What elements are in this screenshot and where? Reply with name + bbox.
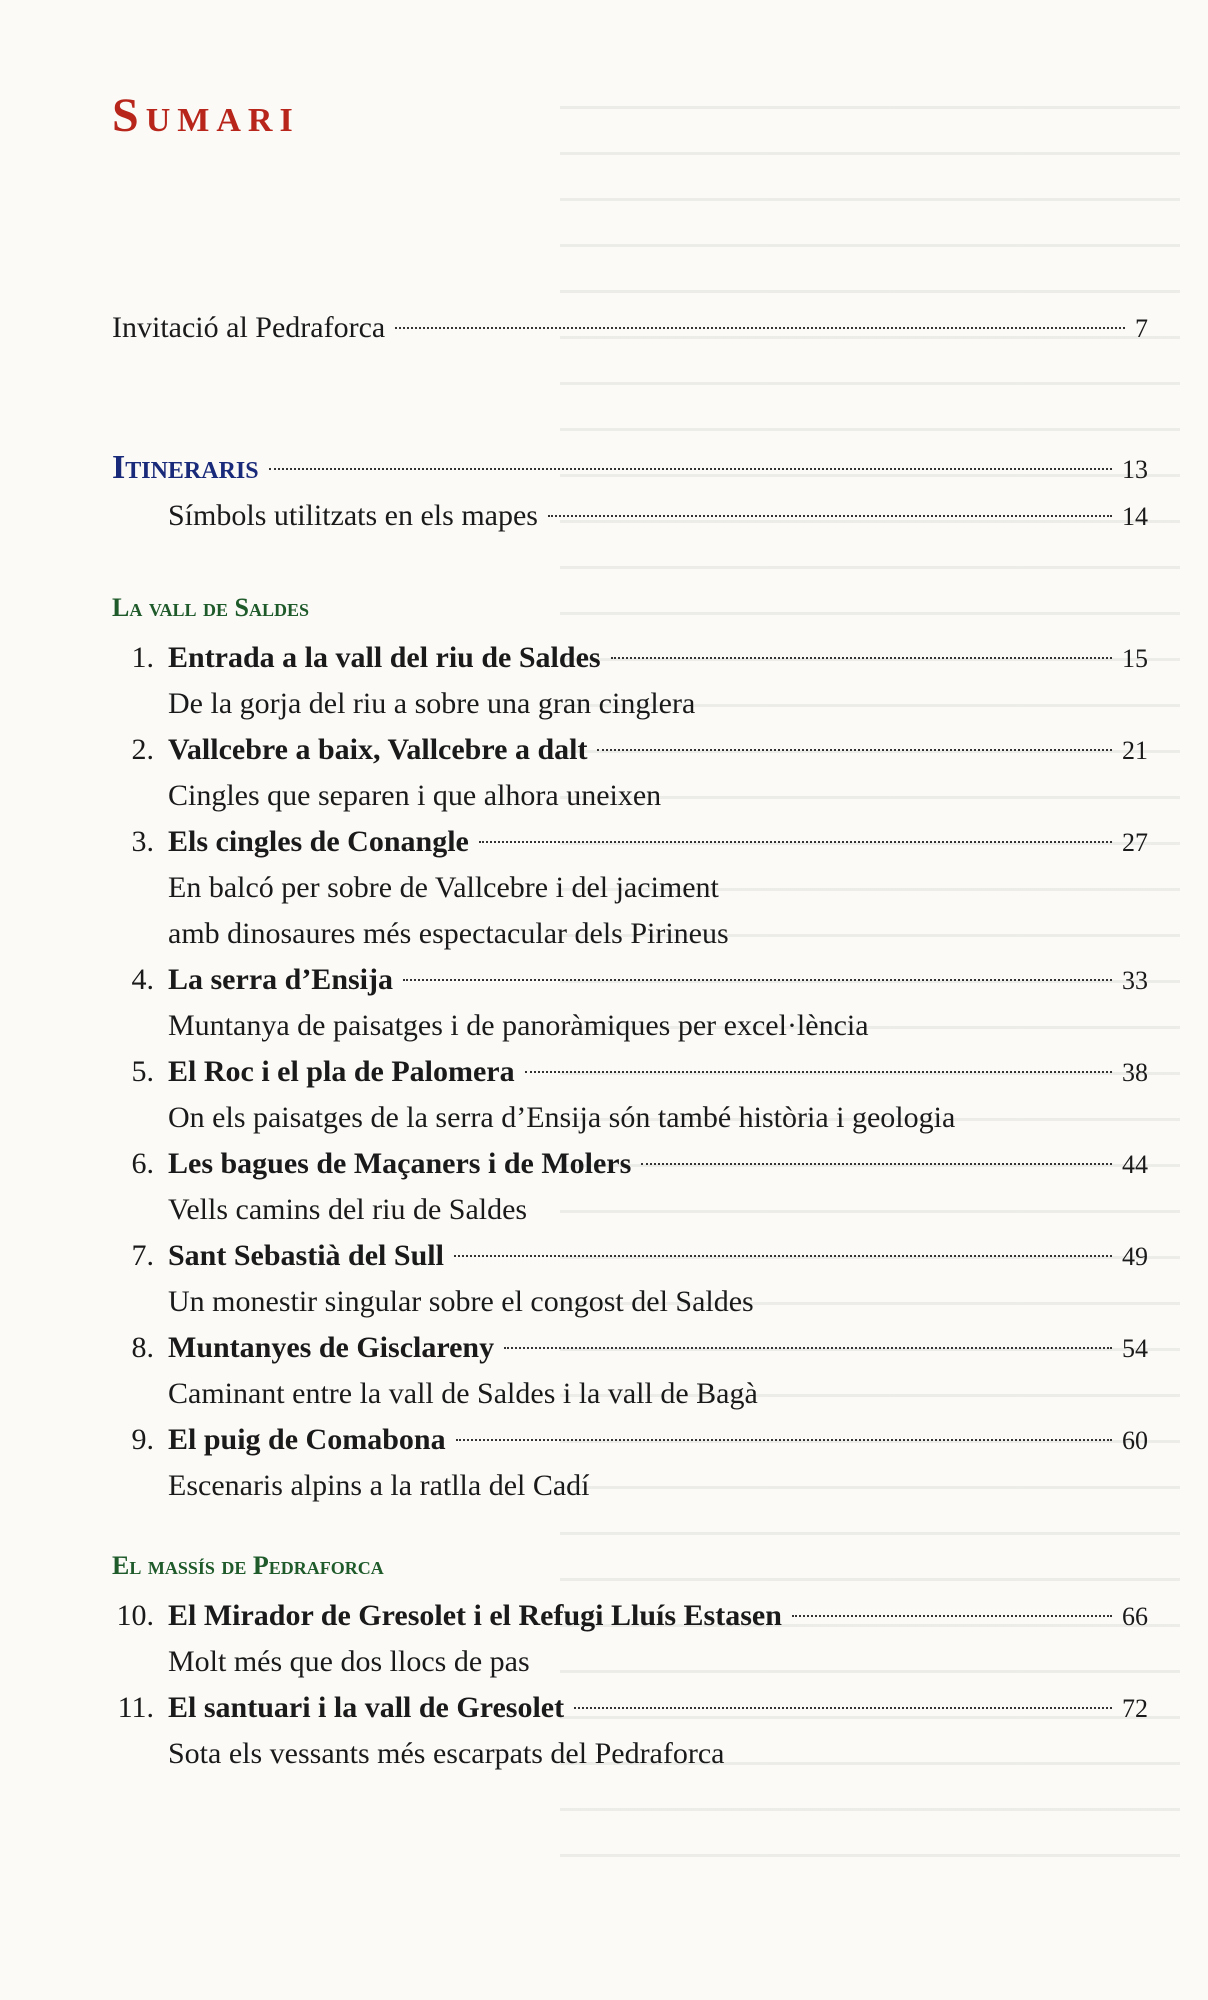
entry-title: El Mirador de Gresolet i el Refugi Lluís Estasen	[168, 1599, 782, 1632]
toc-entry[interactable]	[102, 728, 1148, 772]
page-number: 38	[1122, 1058, 1148, 1087]
entry-title: Vallcebre a baix, Vallcebre a dalt	[168, 733, 588, 766]
toc-entry-label: Símbols utilitzats en els mapes	[168, 499, 538, 532]
page-number: 27	[1122, 828, 1148, 857]
entry-subtitle: Escenaris alpins a la ratlla del Cadí	[168, 1469, 590, 1502]
toc-entry-label: Invitació al Pedraforca	[112, 311, 386, 344]
entry-title: El puig de Comabona	[168, 1423, 446, 1456]
entry-subtitle: amb dinosaures més espectacular dels Pirineus	[168, 917, 729, 950]
entry-subtitle: En balcó per sobre de Vallcebre i del jaciment	[168, 871, 719, 904]
entry-title: El Roc i el pla de Palomera	[168, 1055, 515, 1088]
entry-number: 2.	[131, 733, 154, 766]
section-heading: El massís de Pedraforca	[112, 1551, 384, 1580]
toc-entry[interactable]	[102, 820, 1148, 864]
entry-subtitle: On els paisatges de la serra d’Ensija són també història i geologia	[168, 1101, 956, 1134]
entry-title: Els cingles de Conangle	[168, 825, 469, 858]
toc-entry[interactable]	[102, 1234, 1148, 1278]
page-number: 72	[1122, 1694, 1148, 1723]
entry-number: 8.	[131, 1331, 154, 1364]
toc-entry-intro[interactable]	[112, 306, 1148, 350]
entry-title: Muntanyes de Gisclareny	[168, 1331, 495, 1364]
toc-entry[interactable]	[102, 1418, 1148, 1462]
entry-number: 5.	[131, 1055, 154, 1088]
toc-entry[interactable]	[102, 1326, 1148, 1370]
entry-subtitle: Muntanya de paisatges i de panoràmiques per excel·lència	[168, 1009, 869, 1042]
entry-title: El santuari i la vall de Gresolet	[168, 1691, 565, 1724]
page-number: 14	[1122, 502, 1148, 531]
dot-leader	[574, 1707, 1112, 1709]
page-number: 66	[1122, 1602, 1148, 1631]
toc-entry[interactable]	[102, 1050, 1148, 1094]
entry-subtitle: Un monestir singular sobre el congost del Saldes	[168, 1285, 754, 1318]
toc-entry[interactable]	[102, 1142, 1148, 1186]
toc-entry[interactable]	[102, 1686, 1148, 1730]
page-number: 44	[1122, 1150, 1148, 1179]
entry-subtitle: De la gorja del riu a sobre una gran cinglera	[168, 687, 696, 720]
dot-leader	[479, 841, 1112, 843]
dot-leader	[403, 979, 1112, 981]
dot-leader	[395, 327, 1125, 329]
dot-leader	[525, 1071, 1112, 1073]
toc-entry[interactable]	[102, 636, 1148, 680]
entry-subtitle: Cingles que separen i que alhora uneixen	[168, 779, 662, 812]
entry-subtitle: Caminant entre la vall de Saldes i la vall de Bagà	[168, 1377, 758, 1410]
toc-entry-simbols[interactable]	[168, 494, 1148, 538]
entry-number: 4.	[131, 963, 154, 996]
page-number: 33	[1122, 966, 1148, 995]
page-number: 21	[1122, 736, 1148, 765]
page-title: Sumari	[112, 89, 300, 142]
entry-subtitle: Sota els vessants més escarpats del Pedraforca	[168, 1737, 725, 1770]
toc-entry-itineraris[interactable]	[112, 446, 1148, 490]
entry-number: 1.	[131, 641, 154, 674]
page-number: 54	[1122, 1334, 1148, 1363]
page-number: 49	[1122, 1242, 1148, 1271]
entry-subtitle: Molt més que dos llocs de pas	[168, 1645, 530, 1678]
dot-leader	[269, 468, 1112, 470]
entry-number: 11.	[117, 1691, 154, 1724]
page-number: 7	[1135, 314, 1148, 343]
page-number: 13	[1122, 455, 1148, 484]
section-heading-itineraris: Itineraris	[112, 449, 259, 486]
page-number: 15	[1122, 644, 1148, 673]
dot-leader	[641, 1163, 1112, 1165]
entry-title: Les bagues de Maçaners i de Molers	[168, 1147, 632, 1180]
entry-title: La serra d’Ensija	[168, 963, 393, 996]
toc-entry[interactable]	[102, 1594, 1148, 1638]
entry-number: 9.	[131, 1423, 154, 1456]
dot-leader	[454, 1255, 1112, 1257]
dot-leader	[504, 1347, 1112, 1349]
entry-number: 10.	[116, 1599, 154, 1632]
entry-number: 3.	[131, 825, 154, 858]
dot-leader	[611, 657, 1112, 659]
page-number: 60	[1122, 1426, 1148, 1455]
entry-title: Entrada a la vall del riu de Saldes	[168, 641, 601, 674]
section-heading: La vall de Saldes	[112, 593, 310, 622]
entry-title: Sant Sebastià del Sull	[168, 1239, 444, 1272]
toc-entry[interactable]	[102, 958, 1148, 1002]
entry-number: 7.	[131, 1239, 154, 1272]
dot-leader	[456, 1439, 1112, 1441]
dot-leader	[548, 515, 1112, 517]
entry-number: 6.	[131, 1147, 154, 1180]
dot-leader	[597, 749, 1112, 751]
dot-leader	[792, 1615, 1112, 1617]
entry-subtitle: Vells camins del riu de Saldes	[168, 1193, 528, 1226]
